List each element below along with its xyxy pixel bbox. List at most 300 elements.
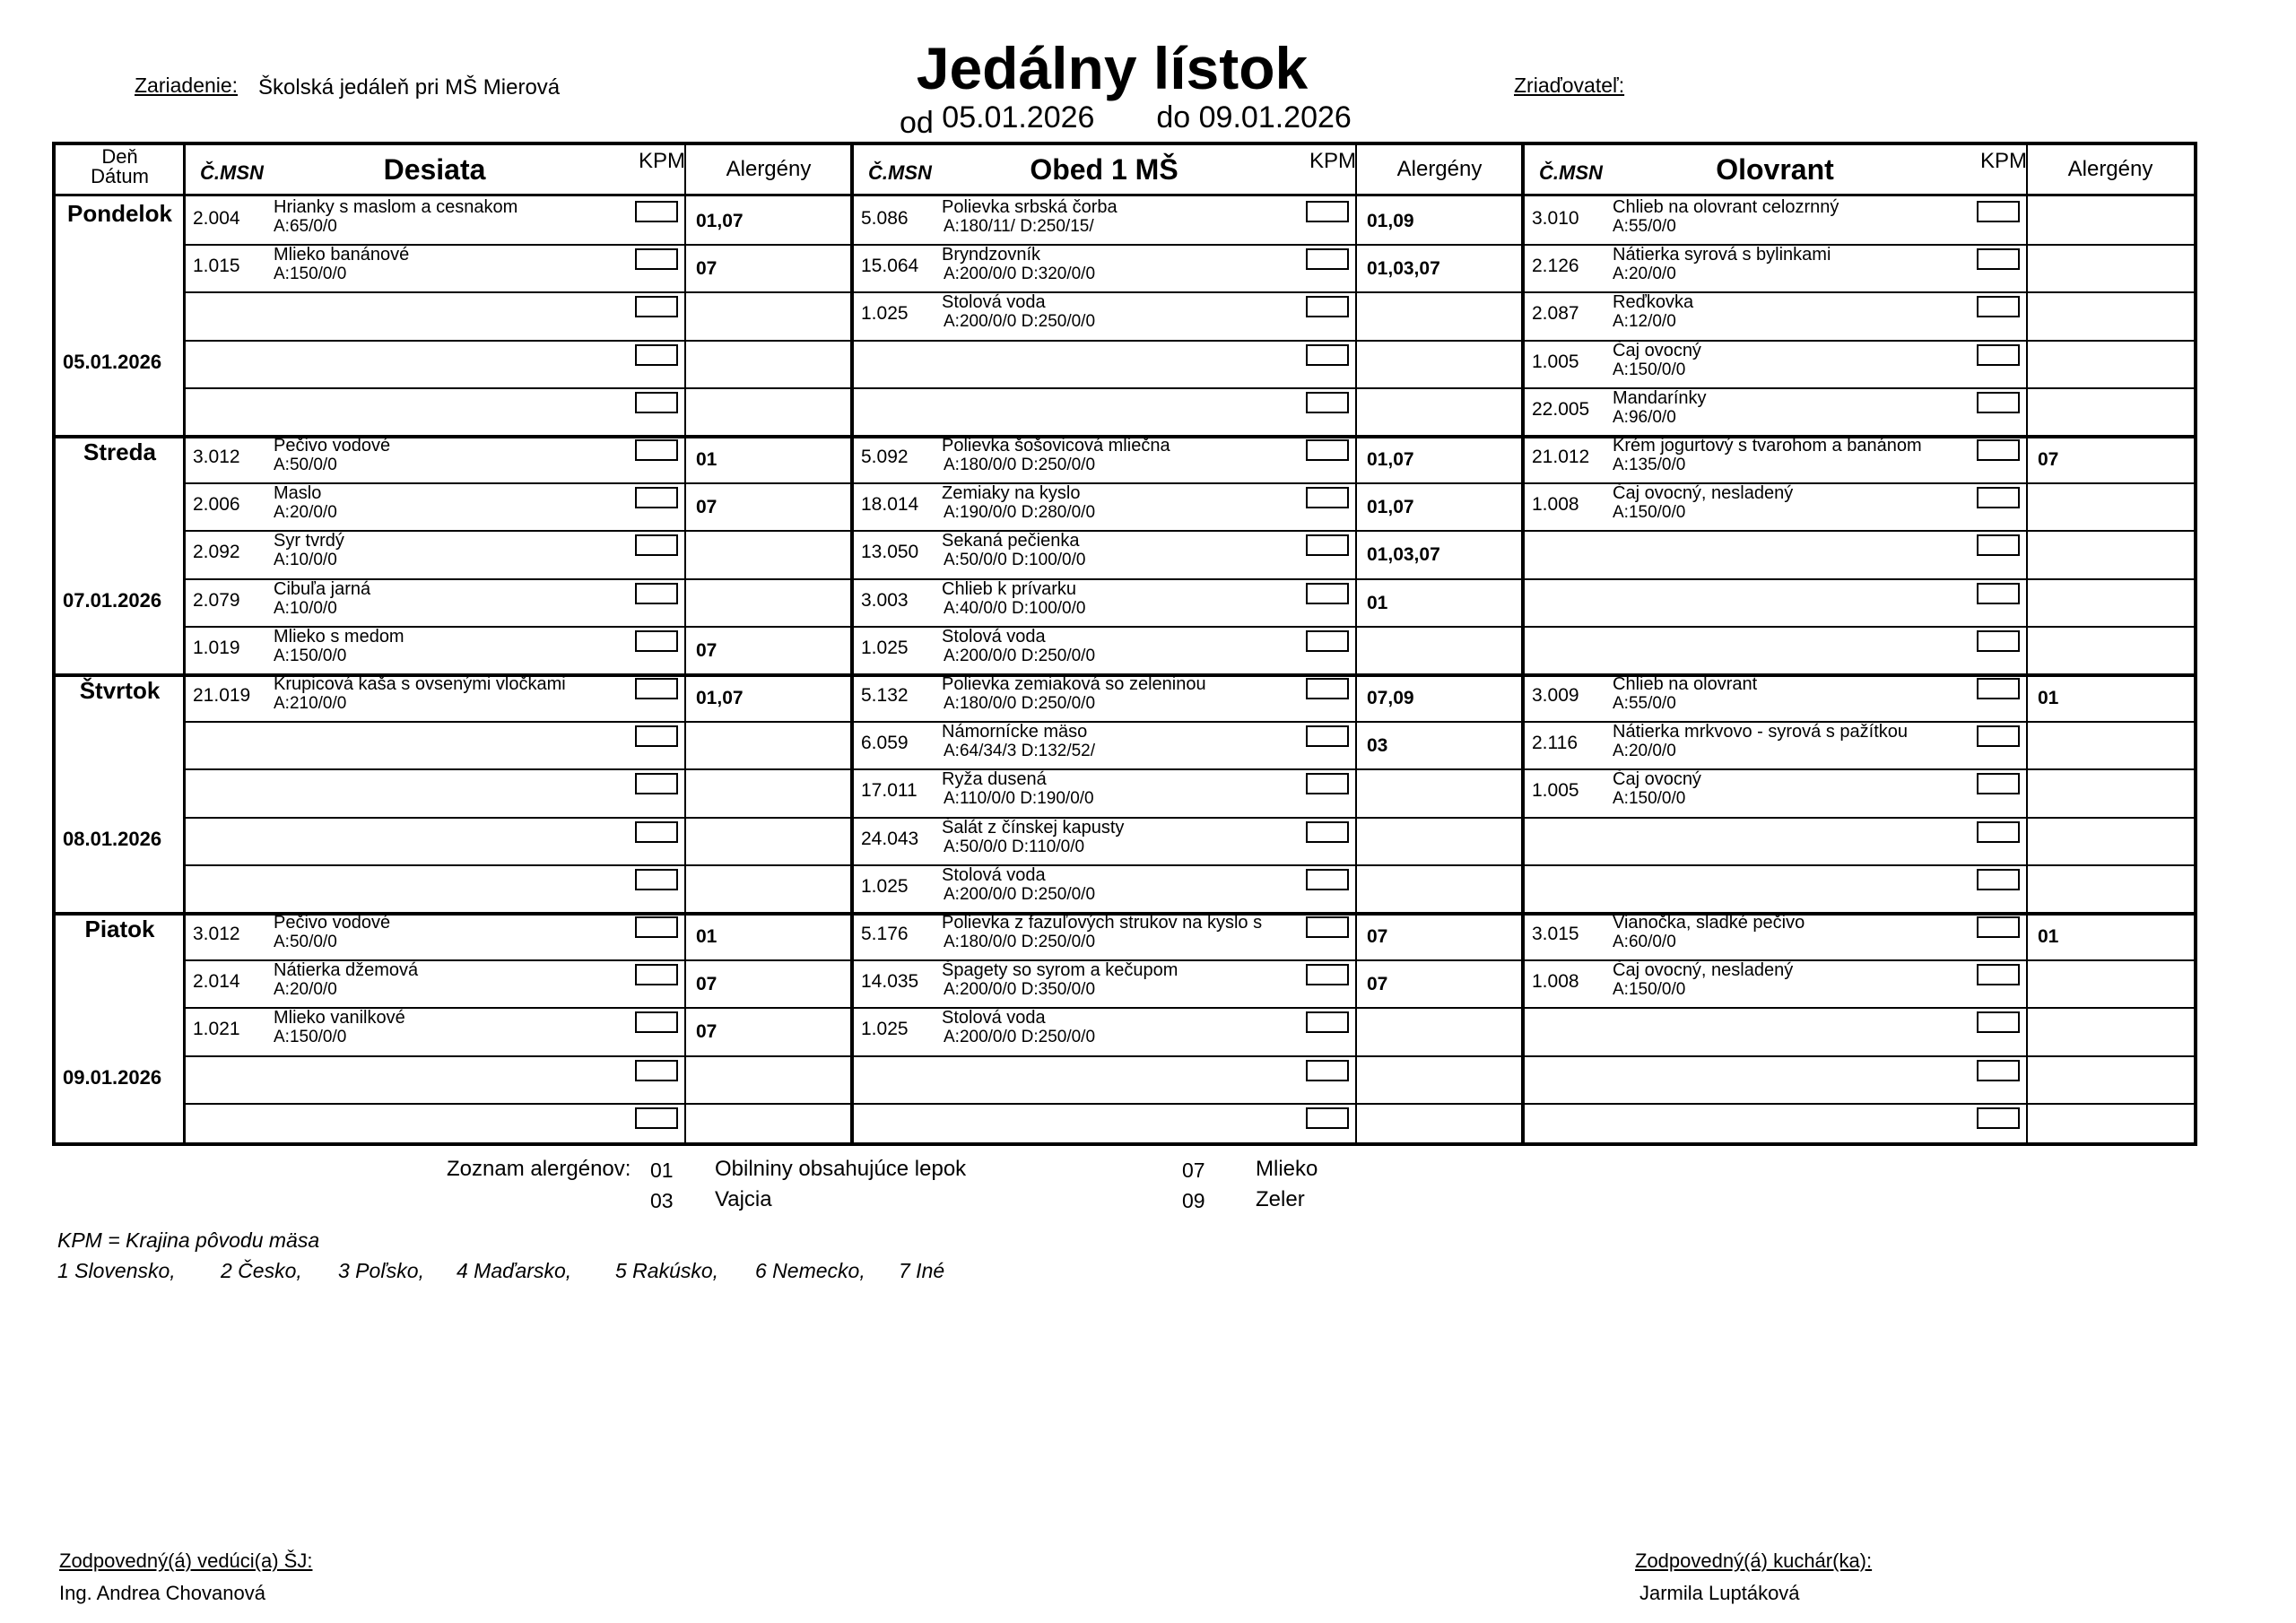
kpm-box	[1977, 821, 2020, 843]
kpm-box	[1306, 439, 1349, 461]
kpm-box	[1977, 773, 2020, 794]
legend-code: 09	[1182, 1189, 1205, 1212]
item-allergens: 01,03,07	[1367, 258, 1440, 280]
item-code: 1.025	[861, 875, 909, 897]
day-name: Piatok	[84, 916, 155, 942]
item-name	[274, 198, 627, 236]
item-title: Pečivo vodové	[274, 913, 391, 933]
kpm-box	[1977, 1011, 2020, 1033]
item-portion: A:50/0/0	[274, 933, 337, 951]
kpm-box	[1306, 1107, 1349, 1129]
item-portion: A:20/0/0	[1613, 742, 1676, 761]
cook-name: Jarmila Luptáková	[1639, 1582, 1800, 1604]
item-title: Stolová voda	[942, 626, 1046, 647]
item-code: 2.092	[193, 542, 240, 563]
item-title: Vianočka, sladké pečivo	[1613, 913, 1805, 933]
item-portion: A:150/0/0	[274, 265, 347, 284]
item-title: Čaj ovocný, nesladený	[1613, 483, 1794, 504]
item-name	[274, 961, 627, 999]
kpm-box	[635, 583, 678, 604]
kpm-box	[1977, 392, 2020, 413]
item-portion: A:10/0/0	[274, 551, 337, 570]
kpm-box	[1977, 964, 2020, 985]
to-label: do	[1156, 100, 1191, 135]
kpm-box	[1977, 487, 2020, 508]
kpm-box	[1306, 773, 1349, 794]
kpm-box	[635, 725, 678, 747]
kpm-box	[1977, 344, 2020, 366]
header-meal-0: Desiata	[383, 152, 486, 186]
item-code: 21.019	[193, 685, 251, 706]
item-allergens: 07	[696, 974, 718, 995]
item-title: Ryža dusená	[942, 769, 1047, 790]
item-name	[942, 914, 1298, 951]
item-name	[942, 437, 1298, 474]
item-portion: A:200/0/0 D:250/0/0	[944, 312, 1096, 332]
kpm-box	[1306, 1060, 1349, 1081]
item-code: 2.079	[193, 589, 240, 611]
legend-name: Vajcia	[715, 1187, 772, 1211]
from-label: od	[900, 106, 934, 140]
kpm-box	[1977, 248, 2020, 270]
item-title: Šalát z čínskej kapusty	[942, 817, 1125, 838]
item-allergens: 01	[696, 926, 718, 947]
kpm-box	[1977, 916, 2020, 938]
manager-label: Zodpovedný(á) vedúci(a) ŠJ:	[59, 1549, 313, 1572]
kpm-box	[635, 1107, 678, 1129]
item-portion: A:20/0/0	[274, 980, 337, 1000]
kpm-note: KPM = Krajina pôvodu mäsa	[57, 1228, 320, 1252]
item-portion: A:150/0/0	[1613, 980, 1686, 1000]
header-kpm: KPM	[1980, 149, 2028, 173]
item-code: 2.116	[1532, 733, 1578, 754]
item-portion: A:180/11/ D:250/15/	[944, 217, 1094, 236]
header-allergens: Alergény	[2067, 157, 2153, 181]
item-title: Stolová voda	[942, 1008, 1046, 1028]
day-date: 05.01.2026	[63, 350, 162, 373]
item-allergens: 07	[696, 258, 718, 280]
item-portion: A:60/0/0	[1613, 933, 1676, 951]
kpm-box	[635, 869, 678, 890]
row-divider	[184, 1055, 2194, 1057]
item-name	[942, 246, 1298, 283]
item-portion: A:65/0/0	[274, 217, 337, 236]
column-divider	[2026, 145, 2028, 1142]
item-allergens: 01	[696, 449, 718, 470]
column-divider	[1521, 145, 1525, 1142]
page-title: Jedálny lístok	[916, 35, 1309, 101]
item-name	[1613, 389, 1969, 427]
kpm-box	[1306, 916, 1349, 938]
column-divider	[183, 145, 186, 1142]
item-allergens: 03	[1367, 735, 1388, 757]
row-divider	[184, 1103, 2194, 1105]
header-date-label: Dátum	[91, 165, 149, 187]
item-name	[942, 628, 1298, 665]
item-portion: A:150/0/0	[1613, 360, 1686, 379]
header-allergens: Alergény	[726, 157, 812, 181]
item-code: 1.025	[861, 1019, 909, 1040]
day-date: 07.01.2026	[63, 588, 162, 612]
kpm-box	[1977, 1107, 2020, 1129]
kpm-box	[1306, 583, 1349, 604]
item-name	[274, 484, 627, 522]
kpm-box	[1306, 869, 1349, 890]
item-code: 21.012	[1532, 447, 1590, 467]
item-code: 3.003	[861, 589, 909, 611]
item-name	[942, 484, 1298, 522]
item-title: Bryndzovník	[942, 245, 1041, 265]
item-code: 3.012	[193, 924, 240, 944]
item-code: 1.008	[1532, 494, 1579, 516]
item-name	[1613, 198, 1969, 236]
country: 3 Poľsko,	[338, 1259, 424, 1282]
item-code: 1.005	[1532, 780, 1579, 802]
item-title: Čaj ovocný, nesladený	[1613, 960, 1794, 981]
header-meal-2: Olovrant	[1716, 152, 1834, 186]
legend-name: Obilniny obsahujúce lepok	[715, 1157, 967, 1181]
item-allergens: 07	[1367, 926, 1388, 947]
item-portion: A:40/0/0 D:100/0/0	[944, 598, 1086, 618]
item-name	[942, 723, 1298, 760]
kpm-box	[1977, 583, 2020, 604]
legend-code: 03	[650, 1189, 674, 1212]
item-allergens: 07	[696, 497, 718, 518]
item-name	[942, 866, 1298, 904]
item-name	[942, 675, 1298, 713]
item-title: Polievka zemiaková so zeleninou	[942, 674, 1206, 694]
item-name	[274, 1009, 627, 1046]
kpm-box	[1977, 678, 2020, 699]
item-name	[942, 293, 1298, 331]
item-code: 1.025	[861, 303, 909, 325]
item-title: Nátierka syrová s bylinkami	[1613, 245, 1831, 265]
legend-name: Zeler	[1256, 1187, 1305, 1211]
item-portion: A:12/0/0	[1613, 312, 1676, 332]
country: 1 Slovensko,	[57, 1259, 176, 1282]
item-portion: A:150/0/0	[1613, 503, 1686, 523]
item-code: 1.005	[1532, 351, 1579, 372]
header-msn: Č.MSN	[868, 161, 932, 184]
item-portion: A:180/0/0 D:250/0/0	[944, 694, 1096, 713]
kpm-box	[635, 964, 678, 985]
column-divider	[850, 145, 854, 1142]
item-code: 15.064	[861, 256, 919, 277]
item-portion: A:200/0/0 D:350/0/0	[944, 980, 1096, 1000]
kpm-box	[1977, 439, 2020, 461]
item-name	[274, 532, 627, 569]
item-portion: A:110/0/0 D:190/0/0	[944, 789, 1094, 809]
header-meal-1: Obed 1 MŠ	[1030, 152, 1178, 186]
item-name	[1613, 675, 1969, 713]
item-allergens: 01	[2038, 688, 2059, 708]
item-title: Sekaná pečienka	[942, 531, 1080, 551]
item-name	[1613, 437, 1969, 474]
item-allergens: 01,03,07	[1367, 544, 1440, 566]
item-name	[1613, 723, 1969, 760]
item-portion: A:135/0/0	[1613, 456, 1686, 474]
item-portion: A:200/0/0 D:250/0/0	[944, 646, 1096, 665]
kpm-box	[1306, 725, 1349, 747]
item-title: Syr tvrdý	[274, 531, 344, 551]
legend-code: 07	[1182, 1159, 1205, 1182]
item-name	[274, 580, 627, 618]
item-allergens: 01,07	[696, 211, 744, 231]
item-name	[274, 437, 627, 474]
day-name: Pondelok	[66, 200, 172, 227]
item-title: Krém jogurtový s tvarohom a banánom	[1613, 436, 1922, 456]
item-allergens: 01,09	[1367, 211, 1414, 231]
item-title: Chlieb na olovrant celozrnný	[1613, 197, 1839, 217]
kpm-box	[635, 439, 678, 461]
kpm-box	[1977, 1060, 2020, 1081]
kpm-box	[1306, 344, 1349, 366]
item-title: Hrianky s maslom a cesnakom	[274, 197, 518, 217]
item-portion: A:55/0/0	[1613, 217, 1676, 236]
item-code: 1.025	[861, 637, 909, 658]
item-portion: A:50/0/0 D:110/0/0	[944, 837, 1085, 856]
day-name: Streda	[83, 438, 156, 465]
item-title: Chlieb na olovrant	[1613, 674, 1758, 694]
manager-name: Ing. Andrea Chovanová	[59, 1582, 265, 1604]
to-date: 09.01.2026	[1198, 100, 1352, 135]
item-allergens: 07	[696, 639, 718, 661]
item-portion: A:150/0/0	[274, 646, 347, 665]
item-code: 1.008	[1532, 971, 1579, 993]
item-title: Stolová voda	[942, 864, 1046, 885]
kpm-box	[635, 1060, 678, 1081]
item-allergens: 01,07	[1367, 449, 1414, 470]
item-portion: A:10/0/0	[274, 598, 337, 618]
kpm-box	[635, 678, 678, 699]
item-title: Maslo	[274, 483, 322, 504]
item-code: 6.059	[861, 733, 909, 754]
item-title: Reďkovka	[1613, 292, 1694, 313]
item-allergens: 07	[696, 1021, 718, 1043]
item-code: 2.126	[1532, 256, 1579, 277]
item-title: Pečivo vodové	[274, 436, 391, 456]
kpm-box	[635, 487, 678, 508]
item-name	[942, 580, 1298, 618]
item-name	[1613, 961, 1969, 999]
kpm-box	[1306, 534, 1349, 556]
kpm-box	[635, 392, 678, 413]
kpm-box	[1977, 534, 2020, 556]
item-code: 3.015	[1532, 924, 1579, 944]
item-allergens: 01	[1367, 592, 1388, 613]
item-code: 18.014	[861, 494, 919, 516]
kpm-box	[1306, 392, 1349, 413]
header-day-label: Deň	[101, 145, 138, 168]
column-divider	[1355, 145, 1357, 1142]
kpm-box	[635, 201, 678, 222]
item-name	[1613, 293, 1969, 331]
kpm-box	[635, 1011, 678, 1033]
item-code: 1.015	[193, 256, 240, 277]
kpm-box	[1306, 630, 1349, 652]
item-portion: A:180/0/0 D:250/0/0	[944, 933, 1096, 951]
item-portion: A:50/0/0 D:100/0/0	[944, 551, 1086, 570]
item-name	[274, 914, 627, 951]
country: 2 Česko,	[221, 1259, 302, 1282]
kpm-box	[1306, 1011, 1349, 1033]
item-name	[942, 819, 1298, 856]
item-title: Stolová voda	[942, 292, 1046, 313]
item-portion: A:210/0/0	[274, 694, 347, 713]
item-code: 5.092	[861, 447, 909, 467]
item-portion: A:20/0/0	[1613, 265, 1676, 284]
date-range	[900, 100, 1352, 140]
item-name	[942, 961, 1298, 999]
kpm-box	[1306, 201, 1349, 222]
item-title: Špagety so syrom a kečupom	[942, 960, 1178, 981]
item-title: Čaj ovocný	[1613, 769, 1701, 790]
kpm-box	[1306, 487, 1349, 508]
item-title: Čaj ovocný	[1613, 340, 1701, 360]
item-code: 5.176	[861, 924, 909, 944]
item-name	[274, 628, 627, 665]
kpm-box	[635, 773, 678, 794]
item-name	[942, 1009, 1298, 1046]
item-name	[274, 675, 627, 713]
country: 7 Iné	[899, 1259, 945, 1282]
kpm-box	[1306, 821, 1349, 843]
item-title: Chlieb k prívarku	[942, 578, 1077, 599]
header-allergens: Alergény	[1396, 157, 1483, 181]
item-name	[1613, 914, 1969, 951]
item-code: 5.086	[861, 208, 909, 229]
item-code: 1.019	[193, 637, 240, 658]
item-name	[942, 532, 1298, 569]
item-code: 5.132	[861, 685, 909, 706]
header-kpm: KPM	[1309, 149, 1357, 173]
item-allergens: 01,07	[1367, 497, 1414, 518]
item-code: 1.021	[193, 1019, 240, 1040]
item-title: Krupicová kaša s ovsenými vločkami	[274, 674, 566, 694]
item-portion: A:190/0/0 D:280/0/0	[944, 503, 1096, 523]
item-allergens: 01,07	[696, 688, 744, 708]
item-code: 22.005	[1532, 398, 1590, 420]
from-date: 05.01.2026	[942, 100, 1095, 135]
item-portion: A:64/34/3 D:132/52/	[944, 742, 1096, 761]
item-portion: A:20/0/0	[274, 503, 337, 523]
header-kpm: KPM	[639, 149, 686, 173]
item-allergens: 07	[1367, 974, 1388, 995]
item-name	[942, 770, 1298, 808]
item-code: 3.012	[193, 447, 240, 467]
item-portion: A:200/0/0 D:250/0/0	[944, 1028, 1096, 1047]
item-code: 13.050	[861, 542, 919, 563]
kpm-box	[635, 821, 678, 843]
kpm-box	[635, 248, 678, 270]
item-code: 2.014	[193, 971, 240, 993]
day-date: 09.01.2026	[63, 1065, 162, 1089]
item-portion: A:96/0/0	[1613, 407, 1676, 427]
kpm-box	[1306, 248, 1349, 270]
item-code: 2.087	[1532, 303, 1579, 325]
item-code: 3.009	[1532, 685, 1579, 706]
kpm-box	[1977, 296, 2020, 317]
item-name	[1613, 484, 1969, 522]
country: 5 Rakúsko,	[615, 1259, 719, 1282]
kpm-box	[635, 534, 678, 556]
item-allergens: 07	[2038, 449, 2059, 470]
cook-label: Zodpovedný(á) kuchár(ka):	[1635, 1549, 1873, 1572]
kpm-box	[1306, 296, 1349, 317]
item-title: Cibuľa jarná	[274, 578, 371, 599]
item-code: 2.004	[193, 208, 240, 229]
kpm-box	[1977, 201, 2020, 222]
item-portion: A:200/0/0 D:320/0/0	[944, 265, 1096, 284]
item-title: Polievka srbská čorba	[942, 197, 1118, 217]
item-portion: A:50/0/0	[274, 456, 337, 474]
column-divider	[684, 145, 686, 1142]
header-msn: Č.MSN	[1539, 161, 1603, 184]
kpm-box	[1306, 678, 1349, 699]
item-portion: A:150/0/0	[1613, 789, 1686, 809]
kpm-box	[635, 296, 678, 317]
kpm-box	[1977, 630, 2020, 652]
kpm-box	[635, 916, 678, 938]
item-title: Mlieko s medom	[274, 626, 404, 647]
item-code: 17.011	[861, 780, 918, 802]
header-day-date	[56, 147, 184, 187]
allergen-legend-label: Zoznam alergénov:	[447, 1157, 631, 1181]
country: 6 Nemecko,	[755, 1259, 865, 1282]
item-code: 3.010	[1532, 208, 1579, 229]
day-name: Štvrtok	[79, 677, 161, 704]
day-date: 08.01.2026	[63, 827, 162, 850]
item-portion: A:55/0/0	[1613, 694, 1676, 713]
country: 4 Maďarsko,	[457, 1259, 572, 1282]
menu-table	[52, 142, 2197, 1146]
item-title: Polievka z fazuľových strukov na kyslo s	[942, 913, 1263, 933]
item-portion: A:200/0/0 D:250/0/0	[944, 884, 1096, 904]
item-name	[1613, 342, 1969, 379]
item-name	[1613, 246, 1969, 283]
legend-name: Mlieko	[1256, 1157, 1318, 1181]
item-title: Mandarínky	[1613, 387, 1707, 408]
kpm-box	[1977, 725, 2020, 747]
item-title: Nátierka mrkvovo - syrová s pažítkou	[1613, 722, 1908, 742]
item-portion: A:180/0/0 D:250/0/0	[944, 456, 1096, 474]
item-title: Mlieko banánové	[274, 245, 410, 265]
kpm-box	[1977, 869, 2020, 890]
item-name	[1613, 770, 1969, 808]
item-allergens: 01	[2038, 926, 2059, 947]
item-name	[274, 246, 627, 283]
item-portion: A:150/0/0	[274, 1028, 347, 1047]
facility-label: Zariadenie:	[135, 74, 239, 97]
facility-value: Školská jedáleň pri MŠ Mierová	[258, 75, 561, 100]
item-allergens: 07,09	[1367, 688, 1414, 708]
item-title: Polievka šošovicová mliečna	[942, 436, 1170, 456]
item-title: Mlieko vanilkové	[274, 1008, 405, 1028]
item-code: 2.006	[193, 494, 240, 516]
item-title: Námornícke mäso	[942, 722, 1088, 742]
item-name	[942, 198, 1298, 236]
header-divider	[56, 194, 2194, 196]
item-code: 14.035	[861, 971, 919, 993]
item-title: Nátierka džemová	[274, 960, 419, 981]
kpm-box	[635, 344, 678, 366]
header-msn: Č.MSN	[200, 161, 264, 184]
item-code: 24.043	[861, 828, 919, 849]
kpm-box	[1306, 964, 1349, 985]
founder-label: Zriaďovateľ:	[1514, 74, 1625, 97]
legend-code: 01	[650, 1159, 674, 1182]
item-title: Zemiaky na kyslo	[942, 483, 1081, 504]
